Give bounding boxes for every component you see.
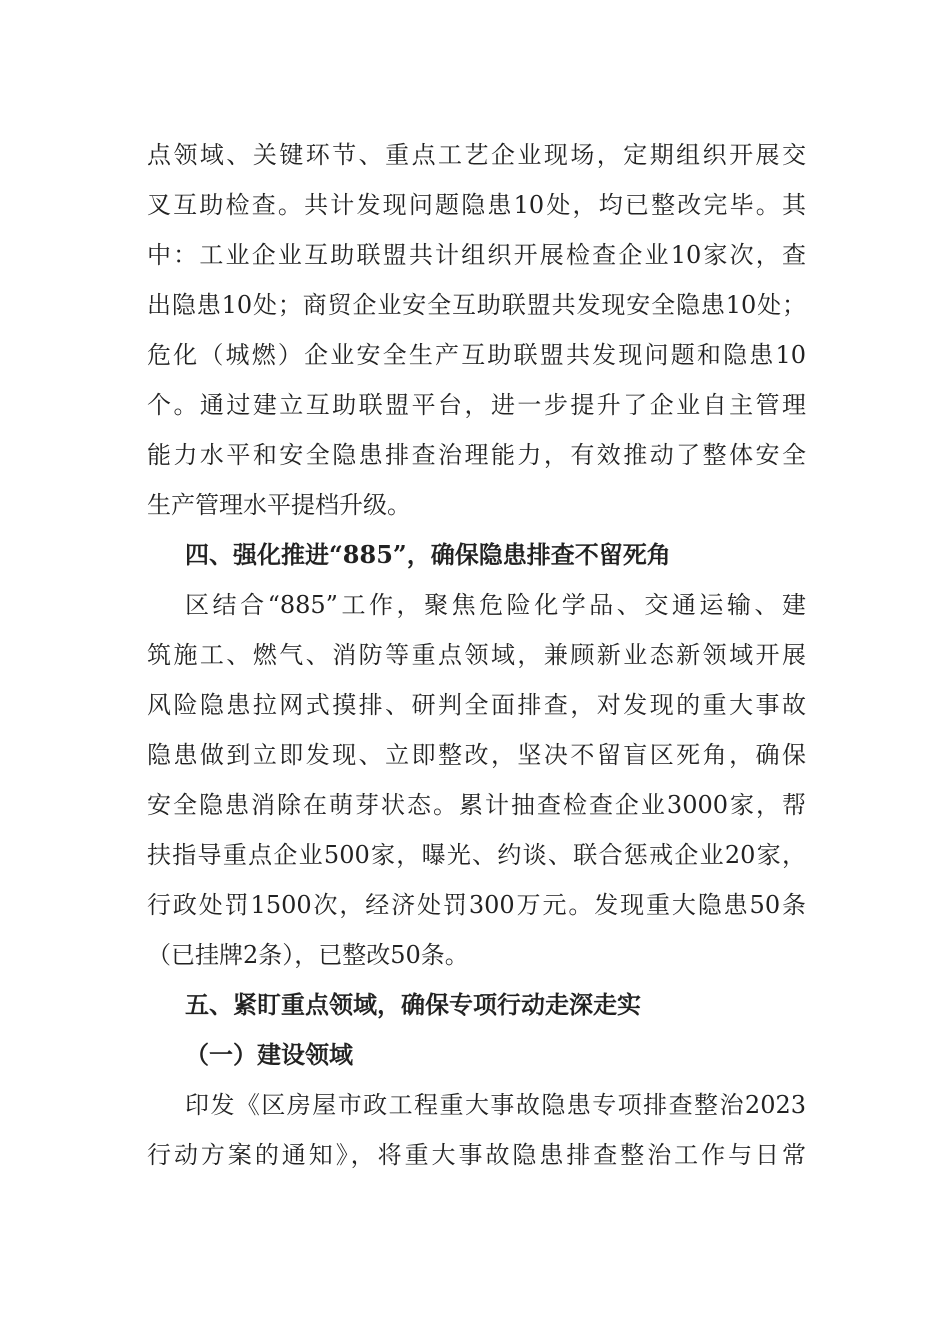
body-text-line: 安全隐患消除在萌芽状态。累计抽查检查企业3000家，帮 bbox=[147, 791, 806, 819]
body-text-line: 能力水平和安全隐患排查治理能力，有效推动了整体安全 bbox=[147, 441, 806, 469]
body-text-line: 生产管理水平提档升级。 bbox=[147, 491, 411, 519]
section-heading: （一）建设领域 bbox=[185, 1040, 353, 1069]
body-text-line: 行动方案的通知》，将重大事故隐患排查整治工作与日常 bbox=[147, 1141, 806, 1169]
document-page bbox=[147, 130, 806, 1180]
body-text-line: 行政处罚1500次，经济处罚300万元。发现重大隐患50条 bbox=[147, 891, 806, 919]
body-text-line: 危化（城燃）企业安全生产互助联盟共发现问题和隐患10 bbox=[147, 341, 806, 369]
body-text-line: 个。通过建立互助联盟平台，进一步提升了企业自主管理 bbox=[147, 391, 806, 419]
body-text-line: 区结合“885”工作，聚焦危险化学品、交通运输、建 bbox=[185, 591, 806, 619]
body-text-line: （已挂牌2条），已整改50条。 bbox=[147, 941, 469, 969]
body-text-line: 隐患做到立即发现、立即整改，坚决不留盲区死角，确保 bbox=[147, 741, 806, 769]
body-text-line: 风险隐患拉网式摸排、研判全面排查，对发现的重大事故 bbox=[147, 691, 806, 719]
body-text-line: 扶指导重点企业500家，曝光、约谈、联合惩戒企业20家， bbox=[147, 841, 806, 869]
section-heading: 四、强化推进“885”，确保隐患排查不留死角 bbox=[185, 540, 671, 569]
body-text-line: 筑施工、燃气、消防等重点领域，兼顾新业态新领域开展 bbox=[147, 641, 806, 669]
body-text-line: 出隐患10处；商贸企业安全互助联盟共发现安全隐患10处； bbox=[147, 291, 806, 319]
body-text-line: 点领域、关键环节、重点工艺企业现场，定期组织开展交 bbox=[147, 141, 806, 169]
section-heading: 五、紧盯重点领域，确保专项行动走深走实 bbox=[185, 990, 641, 1019]
body-text-line: 叉互助检查。共计发现问题隐患10处，均已整改完毕。其 bbox=[147, 191, 806, 219]
body-text-line: 印发《区房屋市政工程重大事故隐患专项排查整治2023 bbox=[185, 1091, 806, 1119]
body-text-line: 中：工业企业互助联盟共计组织开展检查企业10家次，查 bbox=[147, 241, 806, 269]
